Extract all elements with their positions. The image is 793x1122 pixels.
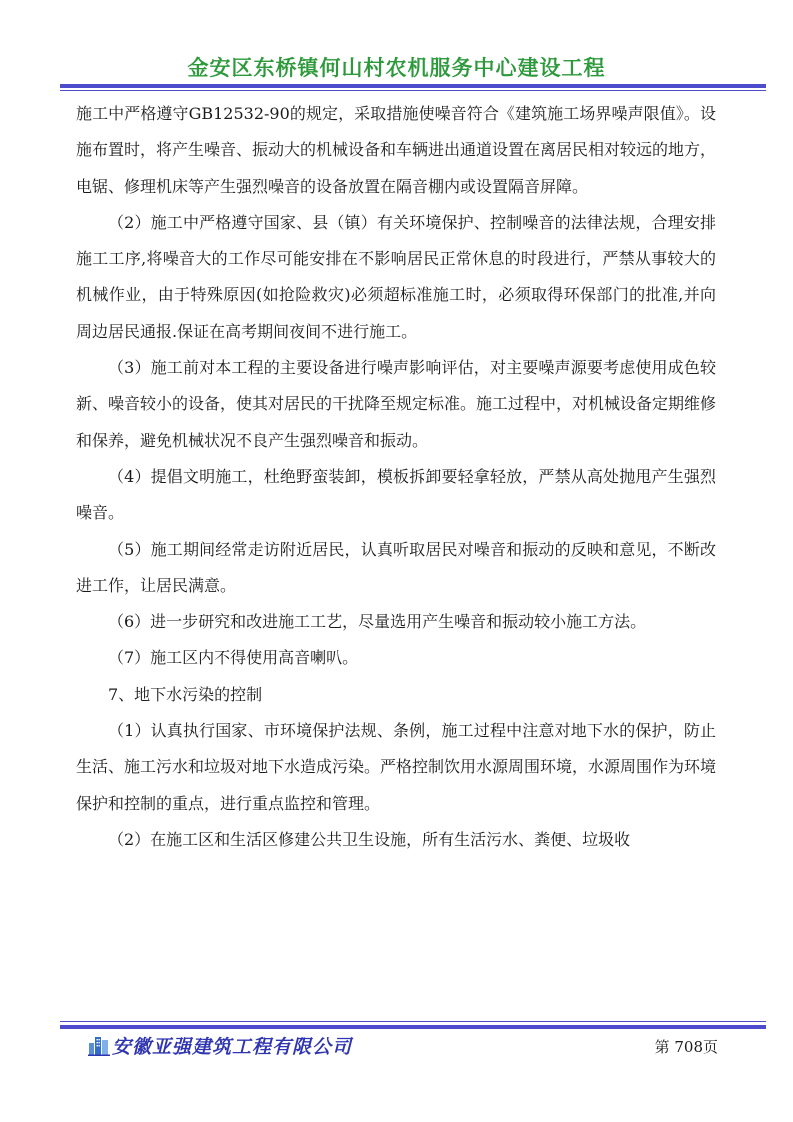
paragraph-7: （7）施工区内不得使用高音喇叭。 xyxy=(108,648,359,668)
header-rule-thin xyxy=(60,90,766,91)
paragraph-3: （3）施工前对本工程的主要设备进行噪声影响评估，对主要噪声源要考虑使用成色较新、噪音较小的设备，使其对居民的干扰降至规定标准。施工过程中，对机械设备定期维修和保养，避免机械状况不良产生强烈噪音和振动。 xyxy=(76,358,717,450)
paragraph-9: （1）认真执行国家、市环境保护法规、条例，施工过程中注意对地下水的保护，防止生活、施工污水和垃圾对地下水造成污染。严格控制饮用水源周围环境，水源周围作为环境保护和控制的重点，进行重点监控和管理。 xyxy=(76,721,717,813)
document-title: 金安区东桥镇何山村农机服务中心建设工程 xyxy=(187,56,606,80)
building-logo-icon xyxy=(88,1034,110,1056)
paragraph-5: （5）施工期间经常走访附近居民，认真听取居民对噪音和振动的反映和意见，不断改进工作，让居民满意。 xyxy=(76,539,716,595)
page-number: 第 708页 xyxy=(654,1038,718,1056)
paragraph-4: （4）提倡文明施工，杜绝野蛮装卸，模板拆卸要轻拿轻放，严禁从高处抛甩产生强烈噪音。 xyxy=(76,466,716,523)
paragraph-1: 施工中严格遵守GB12532-90的规定，采取措施使噪音符合《建筑施工场界噪声限值》。设施布置时，将产生噪音、振动大的机械设备和车辆进出通道设置在离居民相对较远的地方，电锯、修理机床等产生强烈噪音的设备放置在隔音棚内或设置隔音屏障。 xyxy=(76,104,717,196)
page-footer xyxy=(88,1030,718,1060)
paragraph-10: （2）在施工区和生活区修建公共卫生设施，所有生活污水、粪便、垃圾收 xyxy=(108,829,631,849)
section-heading: 7、地下水污染的控制 xyxy=(108,684,263,704)
header-rule-thick xyxy=(60,84,766,88)
paragraph-6: （6）进一步研究和改进施工工艺，尽量选用产生噪音和振动较小施工方法。 xyxy=(108,612,647,632)
footer-rule-thick xyxy=(60,1025,766,1029)
page-header xyxy=(0,52,793,82)
footer-rule-thin xyxy=(60,1021,766,1022)
company-name: 安徽亚强建筑工程有限公司 xyxy=(112,1036,353,1058)
document-body xyxy=(76,96,716,858)
paragraph-2: （2）施工中严格遵守国家、县（镇）有关环境保护、控制噪音的法律法规，合理安排施工工序,将噪音大的工作尽可能安排在不影响居民正常休息的时段进行，严禁从事较大的机械作业，由于特殊原因(如抢险救灾)必须超标准施工时，必须取得环保部门的批准,并向周边居民通报.保证在高考期间夜间不进行施工。 xyxy=(76,212,716,341)
